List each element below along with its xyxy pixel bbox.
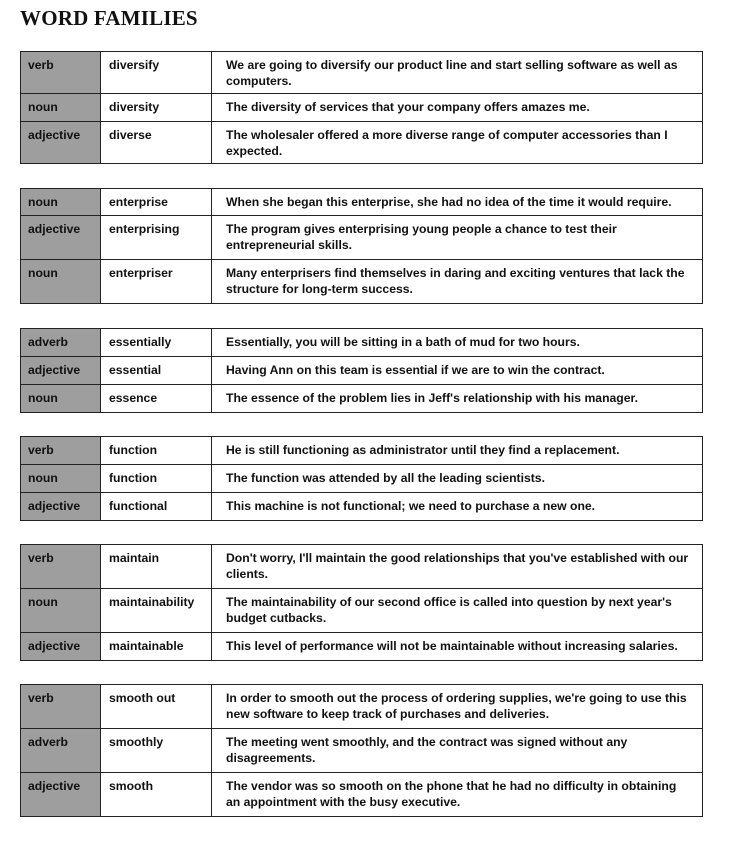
table-row	[21, 216, 703, 260]
table-row	[21, 465, 703, 493]
part-of-speech: adjective	[21, 493, 101, 521]
example-sentence: The maintainability of our second office is called into question by next year's budget cutbacks.	[212, 589, 703, 633]
part-of-speech: verb	[21, 52, 101, 94]
example-sentence: In order to smooth out the process of ordering supplies, we're going to use this new software to keep track of purchases and deliveries.	[212, 685, 703, 729]
part-of-speech: adjective	[21, 216, 101, 260]
table-row	[21, 329, 703, 357]
word: smooth	[101, 773, 212, 817]
word: maintain	[101, 545, 212, 589]
example-sentence: The wholesaler offered a more diverse range of computer accessories than I expected.	[212, 122, 703, 164]
table-row	[21, 685, 703, 729]
word: enterprise	[101, 189, 212, 216]
word: essentially	[101, 329, 212, 357]
part-of-speech: noun	[21, 385, 101, 413]
part-of-speech: noun	[21, 465, 101, 493]
word: essence	[101, 385, 212, 413]
table-row	[21, 545, 703, 589]
word: diversify	[101, 52, 212, 94]
table-row	[21, 94, 703, 122]
part-of-speech: noun	[21, 189, 101, 216]
example-sentence: The program gives enterprising young people a chance to test their entrepreneurial skills.	[212, 216, 703, 260]
table-row	[21, 729, 703, 773]
word: enterprising	[101, 216, 212, 260]
part-of-speech: noun	[21, 589, 101, 633]
example-sentence: Having Ann on this team is essential if we are to win the contract.	[212, 357, 703, 385]
word: essential	[101, 357, 212, 385]
part-of-speech: adjective	[21, 633, 101, 661]
table-row	[21, 773, 703, 817]
word: maintainable	[101, 633, 212, 661]
part-of-speech: verb	[21, 685, 101, 729]
example-sentence: The vendor was so smooth on the phone that he had no difficulty in obtaining an appointment with the busy executive.	[212, 773, 703, 817]
example-sentence: This machine is not functional; we need to purchase a new one.	[212, 493, 703, 521]
part-of-speech: verb	[21, 437, 101, 465]
table-row	[21, 122, 703, 164]
example-sentence: The essence of the problem lies in Jeff's relationship with his manager.	[212, 385, 703, 413]
word-family-table	[20, 188, 703, 304]
word: maintainability	[101, 589, 212, 633]
example-sentence: When she began this enterprise, she had no idea of the time it would require.	[212, 189, 703, 216]
part-of-speech: noun	[21, 260, 101, 304]
part-of-speech: verb	[21, 545, 101, 589]
example-sentence: Essentially, you will be sitting in a bath of mud for two hours.	[212, 329, 703, 357]
example-sentence: We are going to diversify our product line and start selling software as well as computers.	[212, 52, 703, 94]
table-row	[21, 189, 703, 216]
word: function	[101, 465, 212, 493]
table-row	[21, 260, 703, 304]
word: smoothly	[101, 729, 212, 773]
word-family-table	[20, 328, 703, 413]
page-title: WORD FAMILIES	[20, 6, 198, 30]
table-row	[21, 52, 703, 94]
word: function	[101, 437, 212, 465]
example-sentence: Many enterprisers find themselves in daring and exciting ventures that lack the structure for long-term success.	[212, 260, 703, 304]
example-sentence: He is still functioning as administrator until they find a replacement.	[212, 437, 703, 465]
example-sentence: The meeting went smoothly, and the contract was signed without any disagreements.	[212, 729, 703, 773]
word: diverse	[101, 122, 212, 164]
part-of-speech: adjective	[21, 357, 101, 385]
example-sentence: This level of performance will not be maintainable without increasing salaries.	[212, 633, 703, 661]
table-row	[21, 437, 703, 465]
table-row	[21, 633, 703, 661]
part-of-speech: noun	[21, 94, 101, 122]
part-of-speech: adverb	[21, 729, 101, 773]
word-family-table	[20, 51, 703, 164]
part-of-speech: adjective	[21, 773, 101, 817]
word: functional	[101, 493, 212, 521]
part-of-speech: adverb	[21, 329, 101, 357]
example-sentence: Don't worry, I'll maintain the good relationships that you've established with our clients.	[212, 545, 703, 589]
table-row	[21, 385, 703, 413]
word: enterpriser	[101, 260, 212, 304]
example-sentence: The function was attended by all the leading scientists.	[212, 465, 703, 493]
word: diversity	[101, 94, 212, 122]
table-row	[21, 589, 703, 633]
word-family-table	[20, 544, 703, 661]
table-row	[21, 357, 703, 385]
part-of-speech: adjective	[21, 122, 101, 164]
word: smooth out	[101, 685, 212, 729]
table-row	[21, 493, 703, 521]
word-family-table	[20, 684, 703, 817]
example-sentence: The diversity of services that your company offers amazes me.	[212, 94, 703, 122]
word-family-table	[20, 436, 703, 521]
